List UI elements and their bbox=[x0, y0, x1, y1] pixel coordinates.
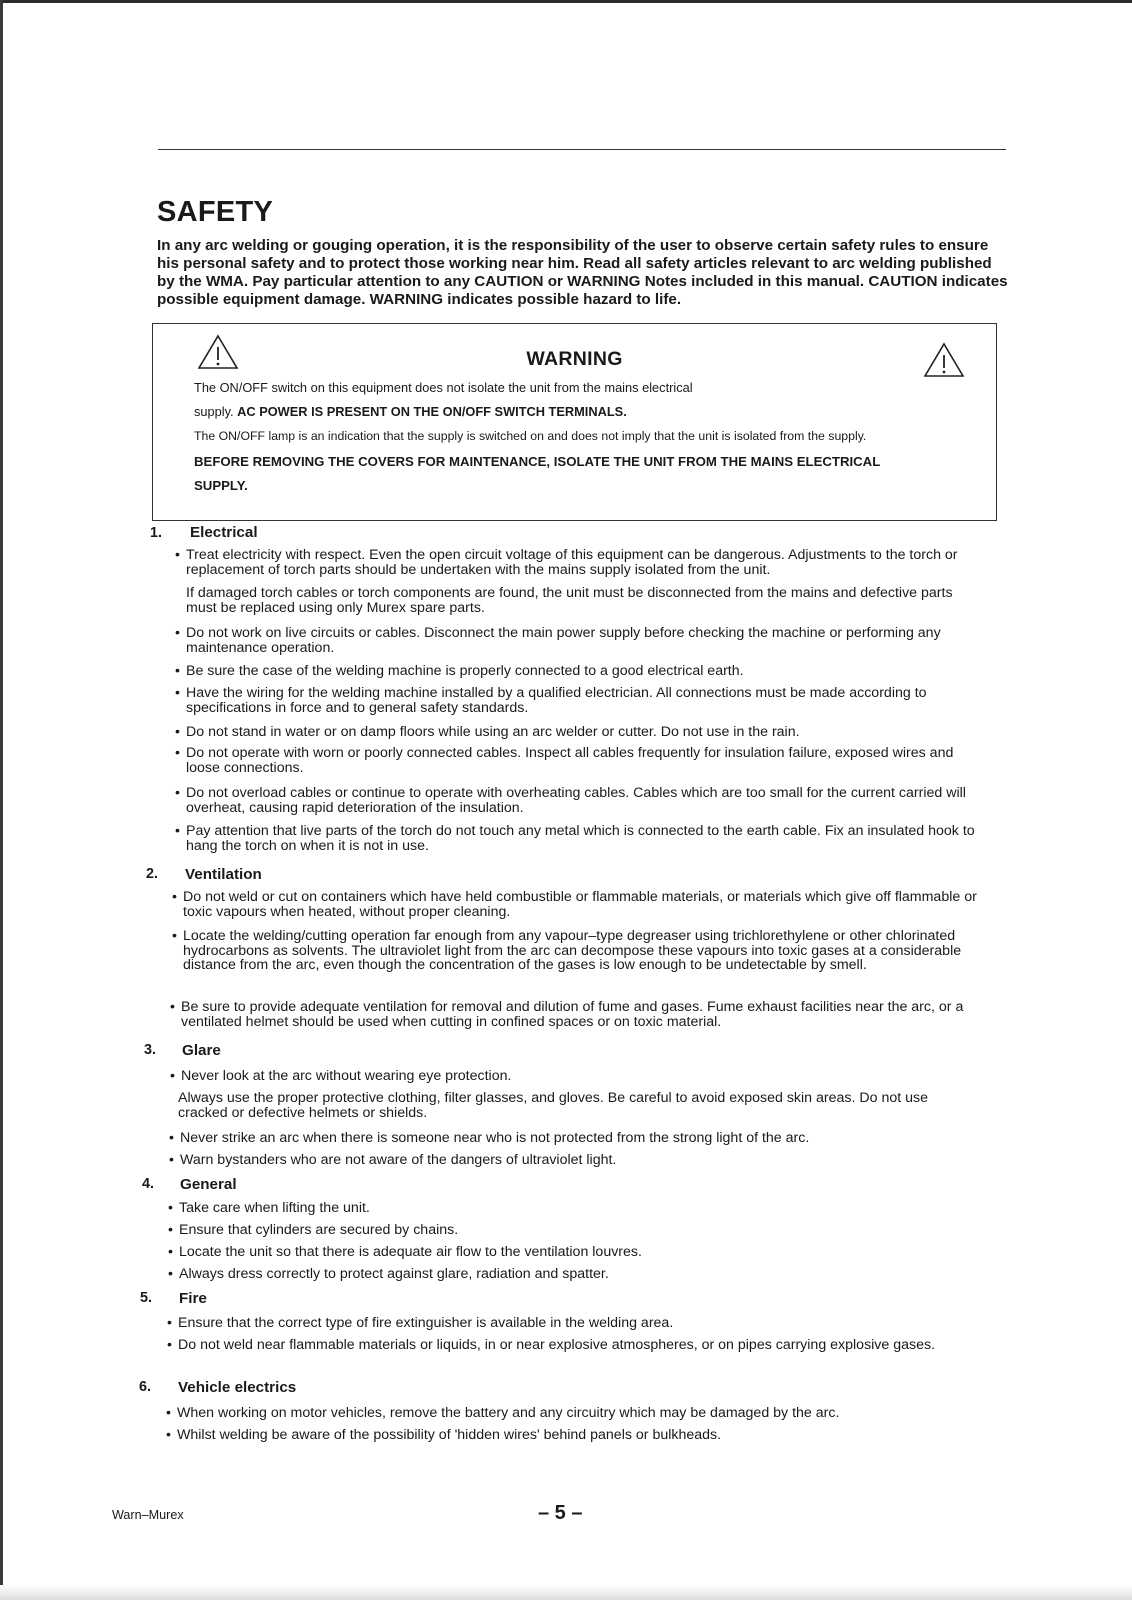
list-item: • Locate the welding/cutting operation far enough from any vapour–type degreaser using trichlorethylene or other chlorinated hydrocarbons as solvents. The ultraviolet light from the arc can decompose these vapours into toxic gases at a considerable distance from the arc, even though the concentration of the gases is low enough to be undetectable by smell. bbox=[172, 928, 962, 973]
section-number: 3. bbox=[144, 1042, 157, 1058]
section-title: General bbox=[180, 1176, 237, 1193]
list-item: • Be sure the case of the welding machine is properly connected to a good electrical earth. bbox=[175, 663, 744, 679]
list-item: • Do not work on live circuits or cables. Disconnect the main power supply before checking the machine or performing any maintenance operation. bbox=[175, 625, 941, 656]
page-title: SAFETY bbox=[157, 196, 274, 228]
list-item: • Whilst welding be aware of the possibility of 'hidden wires' behind panels or bulkheads. bbox=[166, 1427, 722, 1443]
intro-paragraph: In any arc welding or gouging operation, it is the responsibility of the user to observe certain safety rules to ensure his personal safety and to protect those working near him. Read all safety articles relevant to arc welding published by the WMA. Pay particular attention to any CAUTION or WARNING Notes included in this manual. CAUTION indicates possible equipment damage. WARNING indicates possible hazard to life. bbox=[157, 237, 1008, 308]
section-title: Fire bbox=[179, 1290, 207, 1307]
list-item: • Do not weld or cut on containers which have held combustible or flammable materials, or materials which give off flammable or toxic vapours when heated, without proper cleaning. bbox=[172, 889, 977, 920]
scan-top-edge bbox=[0, 0, 1132, 3]
warning-line-3: The ON/OFF lamp is an indication that the supply is switched on and does not imply that the unit is isolated from the supply. bbox=[194, 429, 867, 443]
scan-left-edge bbox=[0, 0, 3, 1600]
warning-line-2-plain: supply. bbox=[194, 404, 238, 419]
list-item: • Do not weld near flammable materials or liquids, in or near explosive atmospheres, or on pipes carrying explosive gases. bbox=[167, 1337, 936, 1353]
section-number: 6. bbox=[139, 1379, 152, 1395]
page-number: – 5 – bbox=[538, 1502, 583, 1524]
list-item: • When working on motor vehicles, remove the battery and any circuitry which may be damaged by the arc. bbox=[166, 1405, 840, 1421]
section-title: Vehicle electrics bbox=[178, 1379, 297, 1396]
list-item: • Never strike an arc when there is someone near who is not protected from the strong light of the arc. bbox=[169, 1130, 810, 1146]
warning-triangle-icon bbox=[923, 342, 965, 378]
list-item: • Never look at the arc without wearing eye protection. bbox=[170, 1068, 512, 1084]
warning-box bbox=[152, 323, 997, 521]
warning-line-5: SUPPLY. bbox=[194, 478, 248, 493]
section-number: 4. bbox=[142, 1176, 155, 1192]
list-item: • Do not stand in water or on damp floors while using an arc welder or cutter. Do not use in the rain. bbox=[175, 724, 800, 740]
warning-title: WARNING bbox=[526, 348, 623, 370]
list-item: • Take care when lifting the unit. bbox=[168, 1200, 370, 1216]
list-item: • Treat electricity with respect. Even the open circuit voltage of this equipment can be dangerous. Adjustments to the torch or replacement of torch parts should be undertaken with the mains supply isolated from the unit. bbox=[175, 547, 958, 578]
list-item: • Ensure that cylinders are secured by chains. bbox=[168, 1222, 459, 1238]
warning-line-2-bold: AC POWER IS PRESENT ON THE ON/OFF SWITCH TERMINALS. bbox=[237, 404, 627, 419]
list-item: • Ensure that the correct type of fire extinguisher is available in the welding area. bbox=[167, 1315, 674, 1331]
list-item: • Have the wiring for the welding machine installed by a qualified electrician. All connections must be made according to specifications in force and to general safety standards. bbox=[175, 685, 927, 716]
warning-line-1: The ON/OFF switch on this equipment does not isolate the unit from the mains electrical bbox=[194, 380, 693, 395]
footer-brand: Warn–Murex bbox=[112, 1508, 184, 1522]
list-item: • Always dress correctly to protect against glare, radiation and spatter. bbox=[168, 1266, 609, 1282]
list-item: Always use the proper protective clothing, filter glasses, and gloves. Be careful to avoid exposed skin areas. Do not use cracked or defective helmets or shields. bbox=[178, 1090, 928, 1121]
list-item: • Do not operate with worn or poorly connected cables. Inspect all cables frequently for insulation failure, exposed wires and loose connections. bbox=[175, 745, 954, 776]
scan-bottom-shadow bbox=[0, 1585, 1132, 1600]
section-number: 2. bbox=[146, 866, 159, 882]
list-item: • Locate the unit so that there is adequate air flow to the ventilation louvres. bbox=[168, 1244, 642, 1260]
warning-line-4: BEFORE REMOVING THE COVERS FOR MAINTENANCE, ISOLATE THE UNIT FROM THE MAINS ELECTRICAL bbox=[194, 454, 881, 469]
section-title: Glare bbox=[182, 1042, 221, 1059]
section-number: 5. bbox=[140, 1290, 153, 1306]
list-item: If damaged torch cables or torch components are found, the unit must be disconnected from the mains and defective parts must be replaced using only Murex spare parts. bbox=[186, 585, 953, 616]
list-item: • Pay attention that live parts of the torch do not touch any metal which is connected to the earth cable. Fix an insulated hook to hang the torch on when it is not in use. bbox=[175, 823, 975, 854]
warning-line-2 bbox=[194, 404, 994, 420]
header-rule bbox=[158, 149, 1006, 150]
list-item: • Be sure to provide adequate ventilation for removal and dilution of fume and gases. Fume exhaust facilities near the arc, or a ventilated helmet should be used when cutting in confined spaces or on toxic material. bbox=[170, 999, 964, 1030]
list-item: • Warn bystanders who are not aware of the dangers of ultraviolet light. bbox=[169, 1152, 617, 1168]
section-title: Ventilation bbox=[185, 866, 262, 883]
list-item: • Do not overload cables or continue to operate with overheating cables. Cables which are too small for the current carried will overheat, causing rapid deterioration of the insulation. bbox=[175, 785, 966, 816]
section-number: 1. bbox=[150, 525, 163, 541]
section-title: Electrical bbox=[190, 524, 258, 541]
